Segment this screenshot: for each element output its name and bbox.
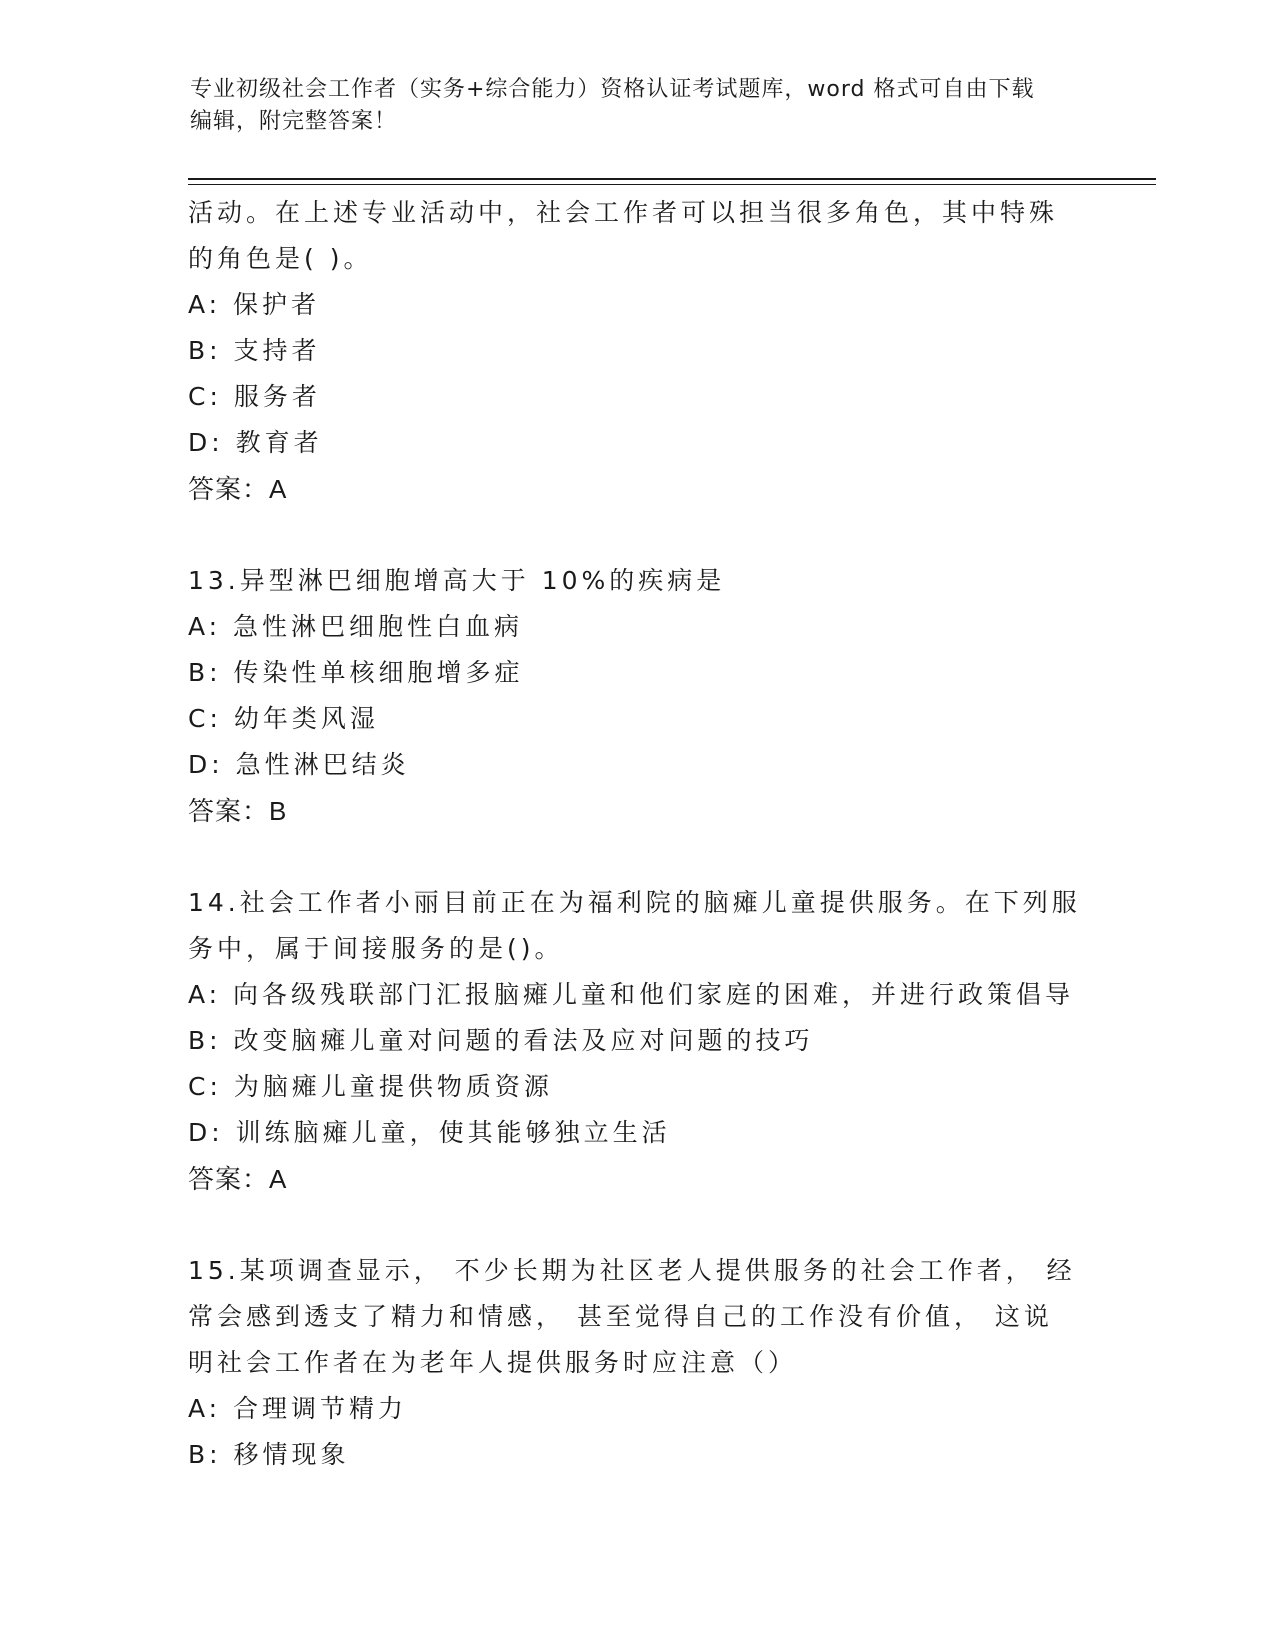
question-stem-line: 明社会工作者在为老年人提供服务时应注意（） bbox=[188, 1348, 798, 1377]
question-body bbox=[188, 190, 1088, 1478]
question-12 bbox=[188, 190, 1088, 512]
question-stem-line: 15.某项调查显示， 不少长期为社区老人提供服务的社会工作者， 经 bbox=[188, 1256, 1076, 1285]
header-divider-thick bbox=[188, 178, 1156, 180]
option-c: C: 服务者 bbox=[188, 382, 321, 411]
option-a: A: 向各级残联部门汇报脑瘫儿童和他们家庭的困难，并进行政策倡导 bbox=[188, 980, 1075, 1009]
answer-line: 答案：A bbox=[188, 474, 288, 504]
question-stem-line: 13.异型淋巴细胞增高大于 10%的疾病是 bbox=[188, 566, 726, 595]
question-stem-line: 务中，属于间接服务的是()。 bbox=[188, 934, 564, 963]
header-divider-thin bbox=[188, 184, 1156, 185]
header-line-2: 编辑，附完整答案！ bbox=[190, 109, 398, 134]
option-a: A: 急性淋巴细胞性白血病 bbox=[188, 612, 524, 641]
option-d: D: 训练脑瘫儿童，使其能够独立生活 bbox=[188, 1118, 671, 1147]
question-stem-line: 活动。在上述专业活动中，社会工作者可以担当很多角色，其中特殊 bbox=[188, 198, 1059, 227]
option-c: C: 为脑瘫儿童提供物质资源 bbox=[188, 1072, 553, 1101]
question-14 bbox=[188, 880, 1088, 1202]
spacer bbox=[188, 1202, 1088, 1248]
question-15 bbox=[188, 1248, 1088, 1478]
question-13 bbox=[188, 558, 1088, 834]
option-b: B: 改变脑瘫儿童对问题的看法及应对问题的技巧 bbox=[188, 1026, 814, 1055]
answer-line: 答案：A bbox=[188, 1164, 288, 1194]
question-stem-line: 的角色是( )。 bbox=[188, 244, 373, 273]
option-c: C: 幼年类风湿 bbox=[188, 704, 379, 733]
option-b: B: 传染性单核细胞增多症 bbox=[188, 658, 524, 687]
spacer bbox=[188, 512, 1088, 558]
answer-line: 答案：B bbox=[188, 796, 288, 826]
option-d: D: 急性淋巴结炎 bbox=[188, 750, 410, 779]
spacer bbox=[188, 834, 1088, 880]
question-stem-line: 常会感到透支了精力和情感， 甚至觉得自己的工作没有价值， 这说 bbox=[188, 1302, 1053, 1331]
option-b: B: 移情现象 bbox=[188, 1440, 350, 1469]
question-stem-line: 14.社会工作者小丽目前正在为福利院的脑瘫儿童提供服务。在下列服 bbox=[188, 888, 1081, 917]
option-a: A: 合理调节精力 bbox=[188, 1394, 408, 1423]
option-d: D: 教育者 bbox=[188, 428, 323, 457]
option-a: A: 保护者 bbox=[188, 290, 321, 319]
page-header bbox=[190, 74, 1090, 138]
header-line-1: 专业初级社会工作者（实务+综合能力）资格认证考试题库，word 格式可自由下载 bbox=[190, 77, 1035, 102]
option-b: B: 支持者 bbox=[188, 336, 321, 365]
